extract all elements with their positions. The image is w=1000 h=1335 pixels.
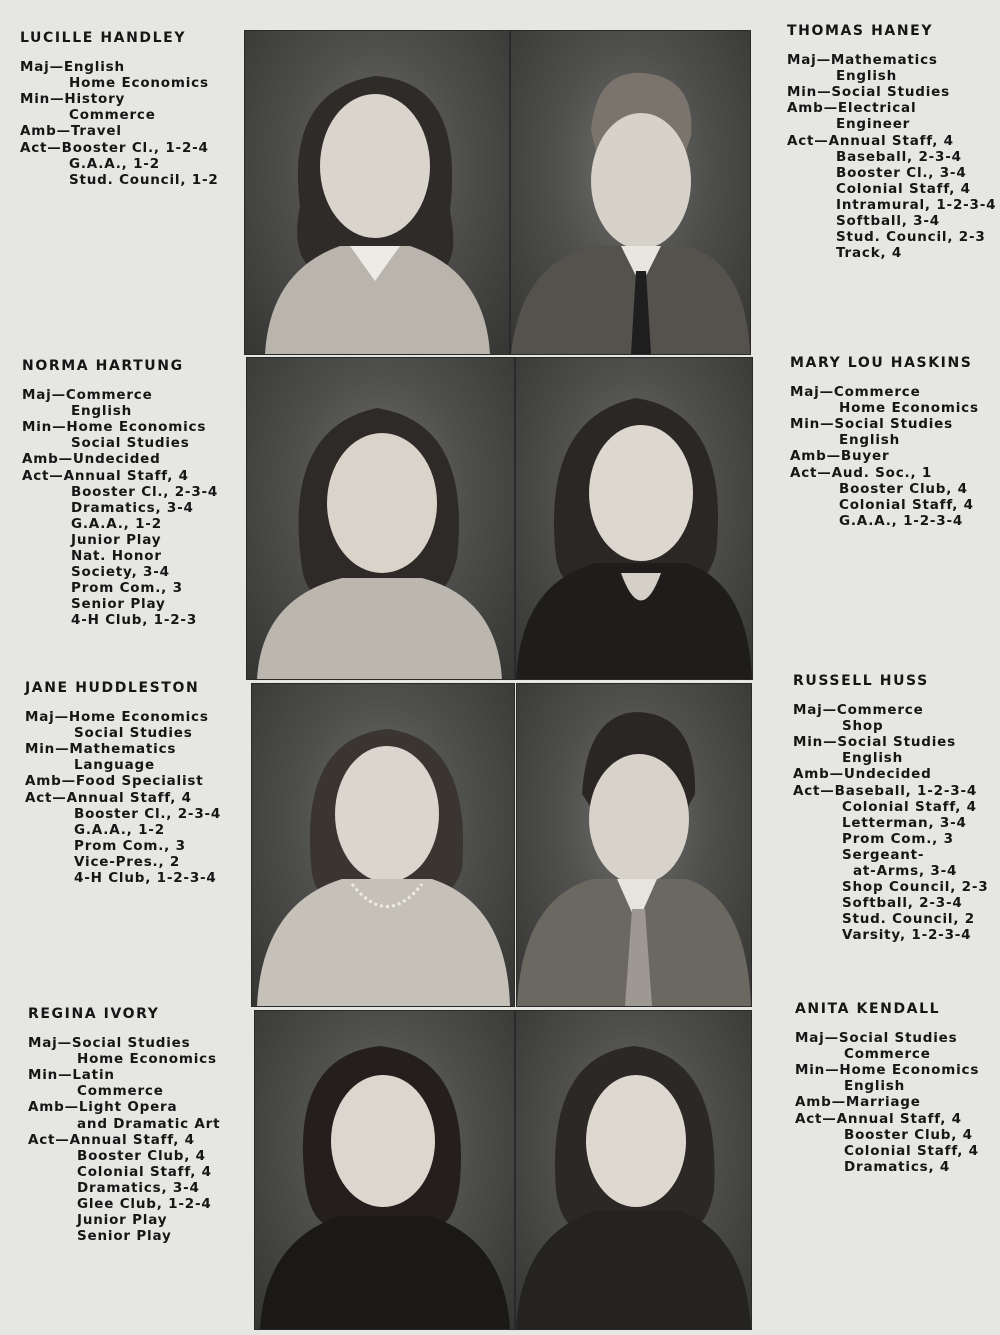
entry-line-text: Baseball, 1-2-3-4 [834, 782, 978, 799]
entry-line-continuation [28, 1180, 220, 1196]
entry-line-labeled [20, 59, 219, 75]
entry-line-labeled [20, 140, 219, 156]
entry-line-text: G.A.A., 1-2 [71, 515, 162, 532]
entry-line-text: Booster Club, 4 [839, 480, 968, 497]
entry-line-text: Social Studies [834, 416, 953, 433]
entry-line-text: Stud. Council, 2 [842, 911, 975, 928]
entry-line-continuation [28, 1116, 220, 1132]
entry-line-text: Annual Staff, 4 [66, 789, 192, 806]
entry-line-text: Nat. Honor [71, 548, 162, 565]
entry-line-continuation [28, 1196, 220, 1212]
entry-line-continuation [25, 870, 221, 886]
entry-line-label: Min— [22, 419, 67, 436]
entry-line-continuation [793, 895, 988, 911]
entry-line-text: Stud. Council, 1-2 [69, 171, 219, 188]
entry-line-label: Min— [25, 741, 70, 758]
entry-line-continuation [25, 854, 221, 870]
entry-line-continuation [787, 149, 996, 165]
entry-line-text: Vice-Pres., 2 [74, 853, 181, 870]
entry-line-text: Dramatics, 3-4 [77, 1179, 200, 1196]
entry-line-text: and Dramatic Art [77, 1115, 221, 1132]
entry-line-text: Prom Com., 3 [74, 837, 186, 854]
entry-line-labeled [22, 451, 218, 467]
entry-line-text: Home Economics [68, 709, 209, 726]
entry-line-continuation [28, 1212, 220, 1228]
entry-line-text: Language [74, 757, 155, 774]
student-entry-jane-huddleston [25, 680, 221, 886]
entry-line-text: Undecided [72, 451, 161, 468]
entry-line-text: Booster Cl., 3-4 [836, 164, 967, 181]
entry-line-continuation [22, 435, 218, 451]
entry-line-continuation [787, 245, 996, 261]
entry-line-text: Shop Council, 2-3 [842, 879, 989, 896]
student-entry-regina-ivory [28, 1006, 220, 1244]
entry-line-continuation [22, 564, 218, 580]
entry-line-continuation [25, 822, 221, 838]
entry-line-label: Act— [28, 1131, 70, 1148]
entry-line-text: English [63, 59, 125, 76]
entry-line-text: Travel [70, 123, 122, 140]
entry-line-label: Act— [793, 782, 835, 799]
entry-line-text: Undecided [843, 766, 932, 783]
entry-line-labeled [795, 1094, 979, 1110]
entry-line-continuation [793, 750, 988, 766]
entry-line-text: Sergeant- [842, 846, 925, 863]
student-name: MARY LOU HASKINS [790, 355, 973, 371]
entry-line-text: English [836, 68, 897, 85]
student-name: RUSSELL HUSS [793, 673, 929, 689]
entry-line-text: Food Specialist [75, 773, 204, 790]
entry-line-labeled [787, 84, 996, 100]
entry-line-continuation [22, 532, 218, 548]
entry-line-text: Annual Staff, 4 [69, 1131, 195, 1148]
entry-line-continuation [22, 548, 218, 564]
entry-line-text: History [64, 91, 126, 108]
student-name: THOMAS HANEY [787, 23, 934, 39]
entry-line-text: Electrical [837, 100, 917, 117]
entry-line-text: G.A.A., 1-2 [74, 821, 165, 838]
entry-line-continuation [795, 1078, 979, 1094]
entry-line-label: Min— [28, 1067, 73, 1084]
entry-line-text: Home Economics [69, 75, 209, 92]
entry-line-continuation [793, 831, 988, 847]
entry-line-text: Colonial Staff, 4 [77, 1163, 212, 1180]
entry-line-text: 4-H Club, 1-2-3-4 [74, 870, 217, 887]
entry-line-text: Social Studies [838, 1030, 958, 1047]
entry-line-text: Junior Play [71, 531, 162, 548]
entry-line-continuation [22, 484, 218, 500]
entry-line-continuation [787, 116, 996, 132]
entry-line-label: Min— [793, 734, 838, 751]
entry-line-text: Varsity, 1-2-3-4 [842, 927, 972, 944]
entry-line-continuation [795, 1127, 979, 1143]
entry-line-labeled [20, 91, 219, 107]
entry-line-continuation [793, 863, 988, 879]
entry-line-continuation [28, 1083, 220, 1099]
entry-line-labeled [793, 766, 988, 782]
portrait-photo-regina-ivory [254, 1010, 515, 1330]
entry-line-text: Social Studies [74, 725, 193, 742]
entry-line-text: Social Studies [71, 435, 190, 452]
entry-line-labeled [25, 773, 221, 789]
entry-line-label: Amb— [22, 451, 73, 468]
entry-line-labeled [22, 387, 218, 403]
entry-line-text: Annual Staff, 4 [828, 132, 954, 149]
entry-line-continuation [793, 911, 988, 927]
entry-line-text: Commerce [65, 387, 153, 404]
entry-line-label: Min— [790, 416, 835, 433]
portrait-photo-jane-huddleston [251, 683, 515, 1007]
entry-line-text: G.A.A., 1-2-3-4 [839, 512, 964, 529]
entry-line-text: G.A.A., 1-2 [69, 155, 160, 172]
entry-line-text: Booster Club, 4 [844, 1126, 973, 1143]
entry-line-continuation [795, 1159, 979, 1175]
entry-line-continuation [28, 1148, 220, 1164]
entry-line-continuation [793, 815, 988, 831]
student-name: ANITA KENDALL [795, 1001, 941, 1017]
entry-line-label: Maj— [787, 52, 831, 69]
entry-line-text: Colonial Staff, 4 [836, 180, 971, 197]
entry-line-text: Home Economics [839, 1062, 980, 1079]
entry-line-text: Marriage [845, 1094, 921, 1111]
entry-line-continuation [787, 213, 996, 229]
entry-line-continuation [22, 612, 218, 628]
entry-line-label: Min— [787, 84, 832, 101]
portrait-photo-russell-huss [516, 683, 752, 1007]
entry-line-labeled [20, 123, 219, 139]
entry-line-continuation [25, 838, 221, 854]
entry-line-continuation [20, 172, 219, 188]
entry-line-text: Latin [72, 1067, 115, 1084]
entry-line-continuation [793, 799, 988, 815]
entry-line-label: Maj— [25, 709, 69, 726]
student-entry-thomas-haney [787, 23, 996, 261]
entry-line-continuation [793, 847, 988, 863]
entry-line-continuation [20, 156, 219, 172]
entry-line-labeled [22, 468, 218, 484]
entry-line-continuation [20, 107, 219, 123]
entry-line-label: Act— [795, 1110, 837, 1127]
student-name: JANE HUDDLESTON [25, 680, 200, 696]
entry-line-continuation [793, 879, 988, 895]
entry-line-text: Commerce [844, 1046, 931, 1063]
entry-line-continuation [22, 580, 218, 596]
entry-line-text: Society, 3-4 [71, 564, 170, 581]
student-entry-russell-huss [793, 673, 988, 944]
entry-line-text: Commerce [69, 107, 156, 124]
entry-line-text: Buyer [840, 448, 890, 465]
entry-line-labeled [790, 448, 979, 464]
entry-line-labeled [790, 465, 979, 481]
entry-line-continuation [795, 1046, 979, 1062]
entry-line-text: Commerce [77, 1083, 164, 1100]
entry-line-label: Act— [20, 139, 62, 156]
entry-line-text: Colonial Staff, 4 [844, 1142, 979, 1159]
entry-line-text: Prom Com., 3 [842, 830, 954, 847]
entry-line-text: Booster Cl., 1-2-4 [61, 139, 209, 156]
portrait-photo-lucille-handley [244, 30, 510, 355]
student-entry-anita-kendall [795, 1001, 979, 1175]
entry-line-text: Mathematics [830, 52, 938, 69]
entry-line-label: Amb— [20, 123, 71, 140]
entry-line-text: English [71, 403, 132, 420]
entry-line-labeled [28, 1099, 220, 1115]
entry-line-continuation [793, 718, 988, 734]
entry-line-text: Track, 4 [836, 245, 903, 262]
entry-line-labeled [790, 384, 979, 400]
entry-line-labeled [22, 419, 218, 435]
entry-line-continuation [22, 516, 218, 532]
student-name: NORMA HARTUNG [22, 358, 184, 374]
entry-line-text: Colonial Staff, 4 [839, 496, 974, 513]
entry-line-text: Home Economics [77, 1051, 217, 1068]
entry-line-labeled [787, 52, 996, 68]
entry-line-text: Home Economics [839, 400, 979, 417]
entry-line-continuation [787, 165, 996, 181]
entry-line-text: Softball, 2-3-4 [842, 895, 963, 912]
entry-line-labeled [790, 416, 979, 432]
entry-line-label: Maj— [28, 1035, 72, 1052]
entry-line-continuation [790, 513, 979, 529]
entry-line-labeled [28, 1132, 220, 1148]
entry-line-text: Senior Play [77, 1228, 172, 1245]
entry-line-continuation [22, 500, 218, 516]
entry-line-text: Annual Staff, 4 [63, 467, 189, 484]
entry-line-label: Maj— [795, 1030, 839, 1047]
entry-line-labeled [795, 1111, 979, 1127]
entry-line-labeled [787, 100, 996, 116]
portrait-photo-norma-hartung [246, 357, 515, 680]
entry-line-continuation [790, 481, 979, 497]
entry-line-text: Baseball, 2-3-4 [836, 148, 962, 165]
entry-line-text: 4-H Club, 1-2-3 [71, 612, 198, 629]
entry-line-continuation [790, 432, 979, 448]
entry-line-label: Min— [20, 91, 65, 108]
entry-line-continuation [20, 75, 219, 91]
entry-line-labeled [793, 783, 988, 799]
portrait-photo-thomas-haney [510, 30, 751, 355]
entry-line-label: Maj— [20, 59, 64, 76]
entry-line-continuation [25, 725, 221, 741]
entry-line-text: Intramural, 1-2-3-4 [836, 196, 997, 213]
entry-line-text: Senior Play [71, 596, 166, 613]
entry-line-text: English [844, 1078, 905, 1095]
entry-line-text: Light Opera [78, 1099, 178, 1116]
entry-line-text: Colonial Staff, 4 [842, 798, 977, 815]
entry-line-label: Act— [787, 132, 829, 149]
entry-line-text: Prom Com., 3 [71, 580, 183, 597]
entry-line-labeled [795, 1062, 979, 1078]
entry-line-text: Junior Play [77, 1212, 168, 1229]
entry-line-label: Act— [22, 467, 64, 484]
entry-line-text: Booster Cl., 2-3-4 [71, 483, 219, 500]
entry-line-continuation [22, 596, 218, 612]
entry-line-labeled [793, 734, 988, 750]
entry-line-label: Act— [25, 789, 67, 806]
entry-line-continuation [787, 68, 996, 84]
entry-line-text: Commerce [836, 702, 924, 719]
entry-line-text: Aud. Soc., 1 [831, 464, 933, 481]
entry-line-text: Shop [842, 718, 884, 735]
student-name: REGINA IVORY [28, 1006, 160, 1022]
entry-line-continuation [28, 1228, 220, 1244]
entry-line-text: English [839, 432, 900, 449]
entry-line-label: Act— [790, 464, 832, 481]
entry-line-label: Maj— [793, 702, 837, 719]
entry-line-label: Amb— [795, 1094, 846, 1111]
entry-line-continuation [793, 927, 988, 943]
entry-line-text: Annual Staff, 4 [836, 1110, 962, 1127]
entry-line-text: Mathematics [69, 741, 177, 758]
entry-line-text: at-Arms, 3-4 [842, 863, 958, 880]
entry-line-continuation [787, 229, 996, 245]
entry-line-continuation [787, 197, 996, 213]
entry-line-labeled [28, 1035, 220, 1051]
entry-line-continuation [28, 1051, 220, 1067]
entry-line-labeled [28, 1067, 220, 1083]
entry-line-text: English [842, 750, 903, 767]
entry-line-label: Amb— [790, 448, 841, 465]
entry-line-text: Letterman, 3-4 [842, 814, 967, 831]
entry-line-text: Booster Club, 4 [77, 1147, 206, 1164]
student-name: LUCILLE HANDLEY [20, 30, 187, 46]
entry-line-labeled [795, 1030, 979, 1046]
entry-line-text: Social Studies [831, 84, 950, 101]
entry-line-continuation [25, 806, 221, 822]
entry-line-labeled [25, 741, 221, 757]
entry-line-text: Home Economics [66, 419, 207, 436]
entry-line-labeled [793, 702, 988, 718]
entry-line-text: Booster Cl., 2-3-4 [74, 805, 222, 822]
portrait-photo-mary-lou-haskins [515, 357, 753, 680]
entry-line-text: Engineer [836, 116, 911, 133]
entry-line-label: Amb— [793, 766, 844, 783]
entry-line-labeled [25, 790, 221, 806]
student-entry-lucille-handley [20, 30, 219, 188]
entry-line-text: Stud. Council, 2-3 [836, 229, 986, 246]
entry-line-continuation [790, 400, 979, 416]
entry-line-continuation [795, 1143, 979, 1159]
entry-line-text: Commerce [833, 384, 921, 401]
entry-line-label: Amb— [28, 1099, 79, 1116]
entry-line-text: Social Studies [837, 734, 956, 751]
portrait-photo-anita-kendall [515, 1010, 752, 1330]
student-entry-norma-hartung [22, 358, 218, 629]
entry-line-continuation [787, 181, 996, 197]
entry-line-text: Dramatics, 4 [844, 1158, 951, 1175]
entry-line-continuation [22, 403, 218, 419]
entry-line-label: Maj— [22, 387, 66, 404]
entry-line-labeled [25, 709, 221, 725]
entry-line-text: Social Studies [71, 1035, 191, 1052]
entry-line-continuation [25, 757, 221, 773]
entry-line-continuation [790, 497, 979, 513]
entry-line-text: Glee Club, 1-2-4 [77, 1196, 212, 1213]
entry-line-labeled [787, 133, 996, 149]
entry-line-text: Dramatics, 3-4 [71, 499, 194, 516]
entry-line-label: Amb— [25, 773, 76, 790]
entry-line-continuation [28, 1164, 220, 1180]
entry-line-label: Min— [795, 1062, 840, 1079]
student-entry-mary-lou-haskins [790, 355, 979, 529]
entry-line-label: Amb— [787, 100, 838, 117]
entry-line-text: Softball, 3-4 [836, 213, 940, 230]
entry-line-label: Maj— [790, 384, 834, 401]
